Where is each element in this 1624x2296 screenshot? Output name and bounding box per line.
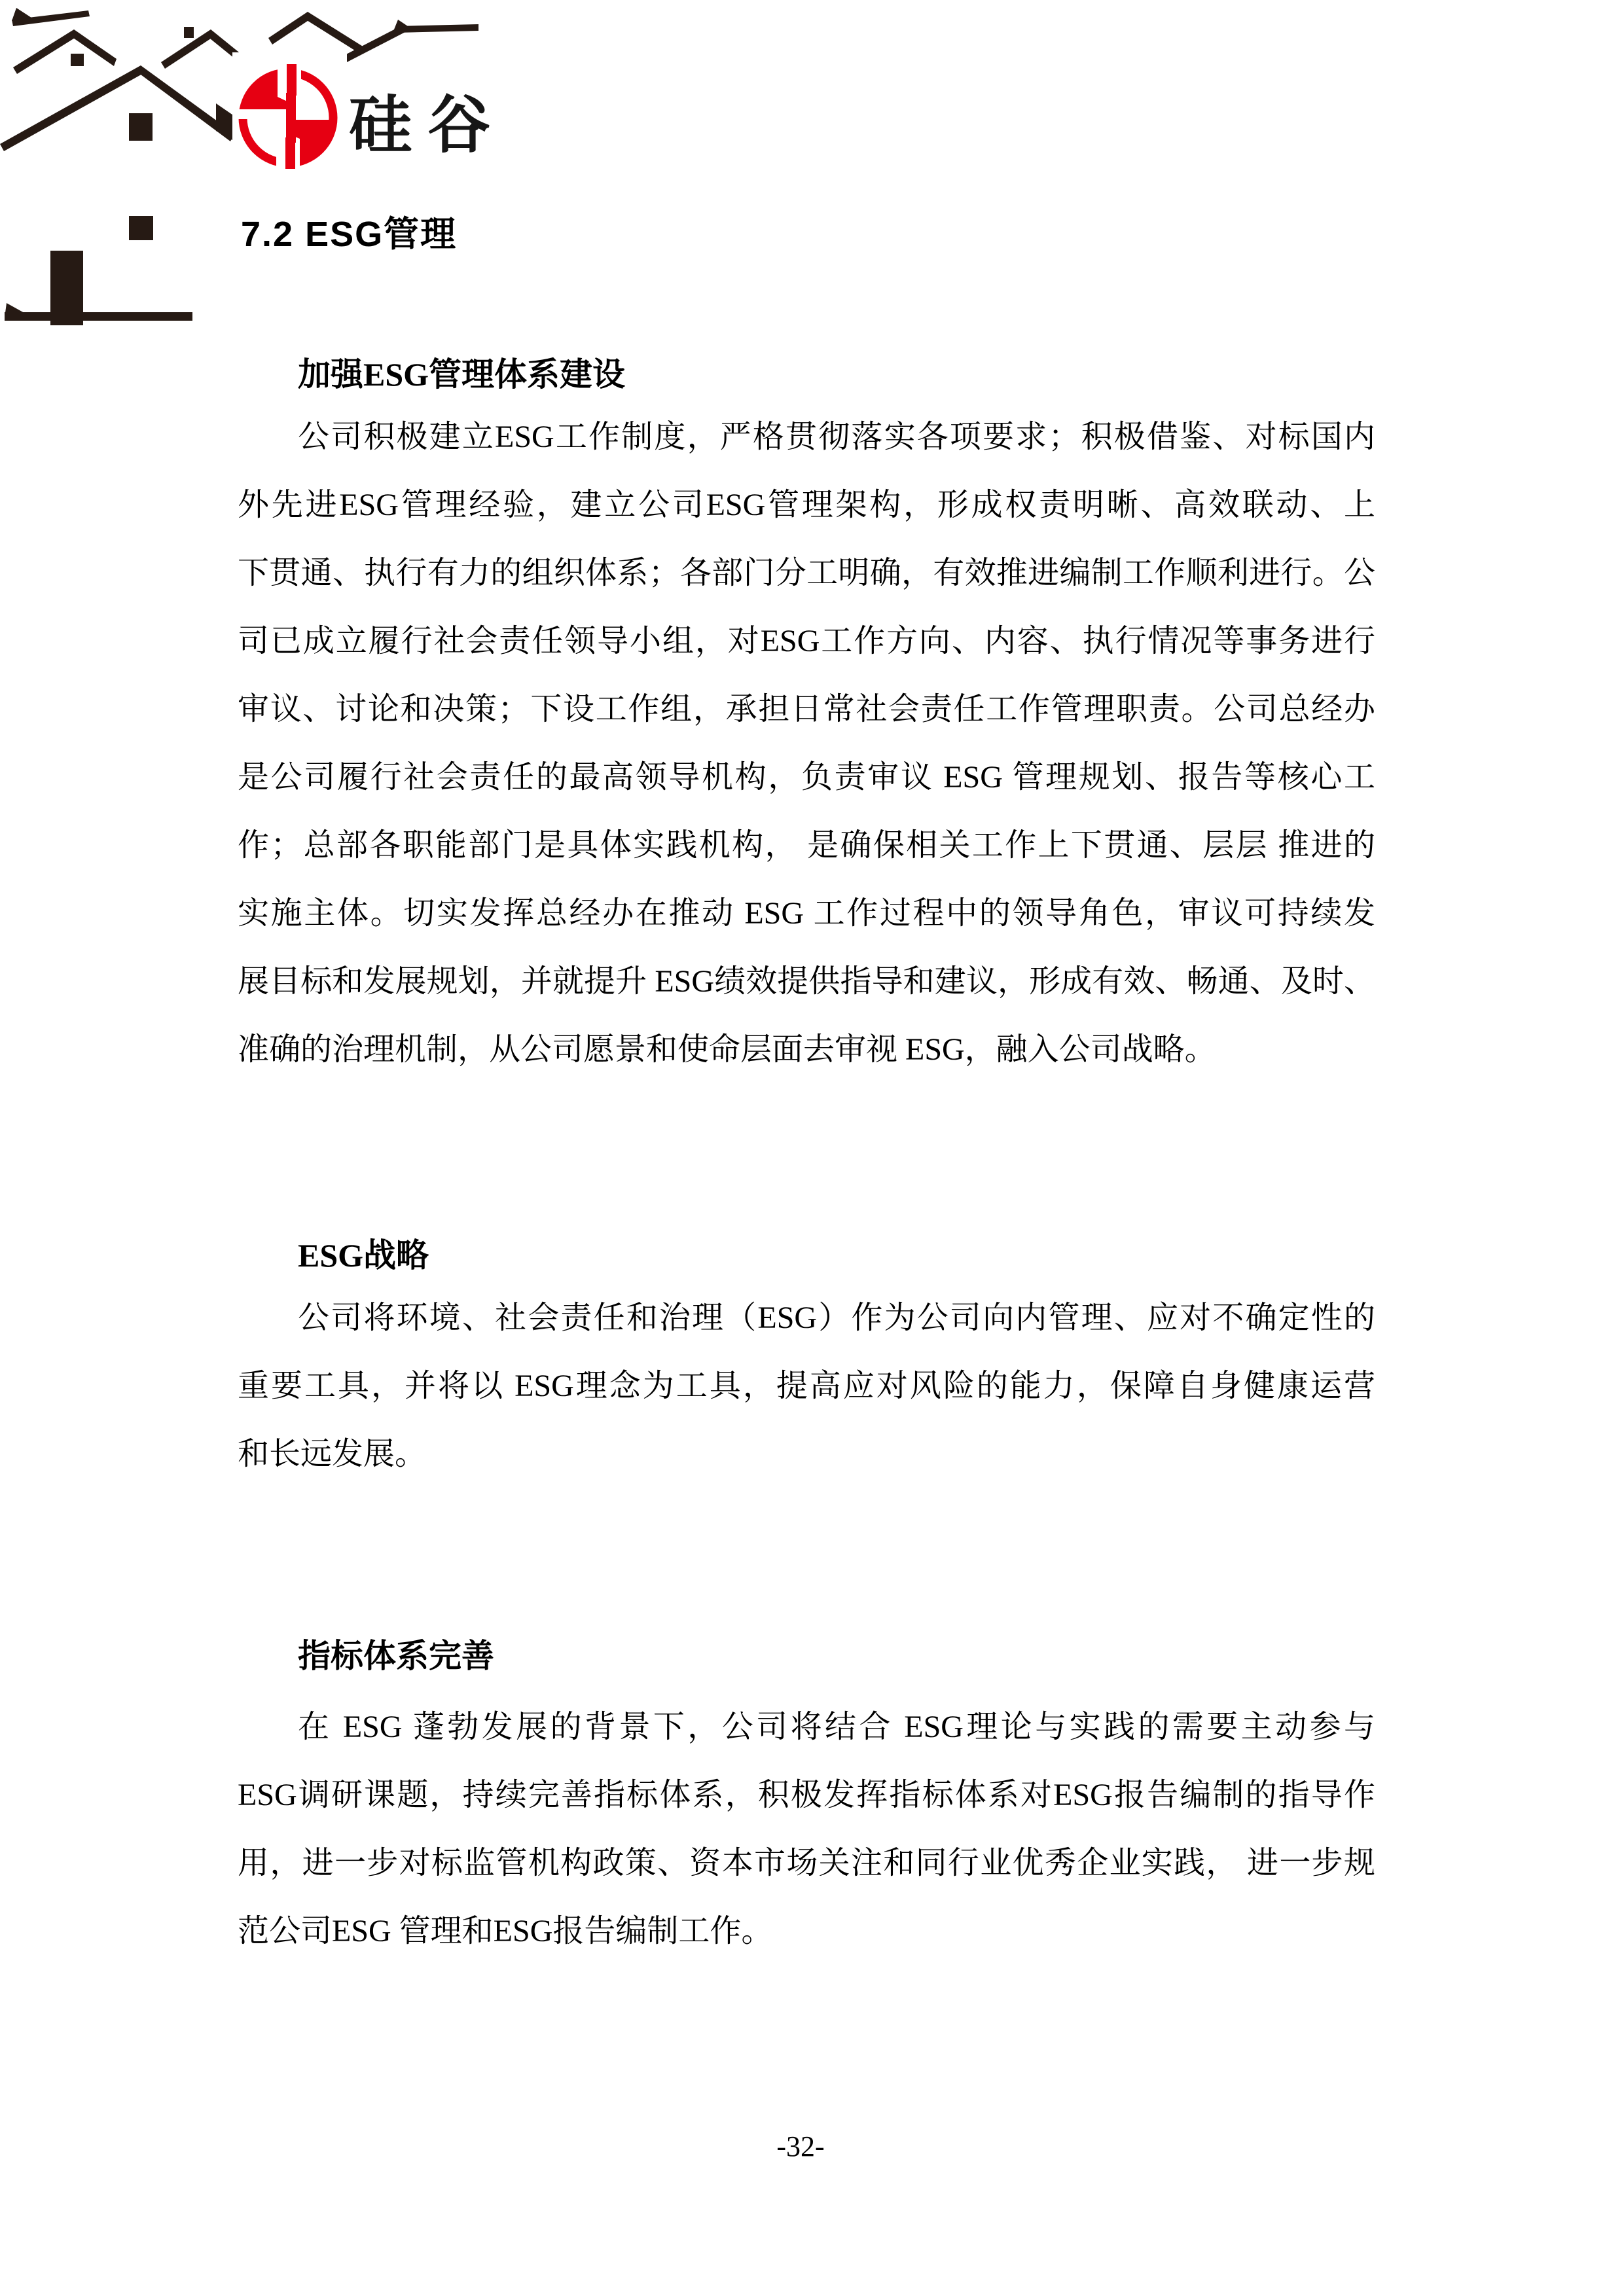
paragraph-line: 用，进一步对标监管机构政策、资本市场关注和同行业优秀企业实践， 进一步规: [238, 1846, 1375, 1880]
paragraph-line: 作；总部各职能部门是具体实践机构， 是确保相关工作上下贯通、层层 推进的: [238, 828, 1375, 863]
paragraph-line: 审议、讨论和决策；下设工作组，承担日常社会责任工作管理职责。公司总经办: [238, 692, 1375, 726]
paragraph-line: 下贯通、执行有力的组织体系；各部门分工明确，有效推进编制工作顺利进行。公: [238, 556, 1375, 590]
chapter-heading: 7.2 ESG管理: [241, 215, 458, 255]
logo-wordmark: 硅谷: [349, 90, 506, 160]
paragraph-esg-system: [238, 403, 1375, 1084]
paragraph-line: 展目标和发展规划，并就提升 ESG绩效提供指导和建议，形成有效、畅通、及时、: [238, 964, 1375, 999]
logo-s-emblem: [232, 52, 347, 180]
paragraph-line: 外先进ESG管理经验，建立公司ESG管理架构，形成权责明晰、高效联动、上: [238, 488, 1375, 522]
paragraph-line: 公司积极建立ESG工作制度，严格贯彻落实各项要求；积极借鉴、对标国内: [298, 420, 1375, 454]
section-title-esg-system: 加强ESG管理体系建设: [298, 355, 626, 393]
section-title-indicator-system: 指标体系完善: [298, 1637, 494, 1674]
page-number: -32-: [776, 2130, 825, 2162]
paragraph-line: 司已成立履行社会责任领导小组，对ESG工作方向、内容、执行情况等事务进行: [238, 624, 1375, 658]
paragraph-line: 是公司履行社会责任的最高领导机构，负责审议 ESG 管理规划、报告等核心工: [238, 760, 1375, 795]
paragraph-line: 重要工具，并将以 ESG理念为工具，提高应对风险的能力，保障自身健康运营: [238, 1369, 1375, 1403]
paragraph-line: 公司将环境、社会责任和治理（ESG）作为公司向内管理、应对不确定性的: [298, 1300, 1375, 1335]
paragraph-line: ESG调研课题，持续完善指标体系，积极发挥指标体系对ESG报告编制的指导作: [238, 1778, 1375, 1812]
section-title-esg-strategy: ESG战略: [298, 1236, 429, 1274]
paragraph-indicator-system: [238, 1693, 1375, 1965]
paragraph-esg-strategy: [238, 1284, 1375, 1488]
paragraph-line: 在 ESG 蓬勃发展的背景下，公司将结合 ESG理论与实践的需要主动参与: [298, 1710, 1375, 1744]
paragraph-line: 准确的治理机制，从公司愿景和使命层面去审视 ESG，融入公司战略。: [238, 1032, 1216, 1067]
paragraph-line: 实施主体。切实发挥总经办在推动 ESG 工作过程中的领导角色，审议可持续发: [238, 896, 1375, 931]
paragraph-line: 范公司ESG 管理和ESG报告编制工作。: [238, 1914, 773, 1948]
paragraph-line: 和长远发展。: [238, 1437, 427, 1471]
company-logo: [0, 0, 543, 367]
